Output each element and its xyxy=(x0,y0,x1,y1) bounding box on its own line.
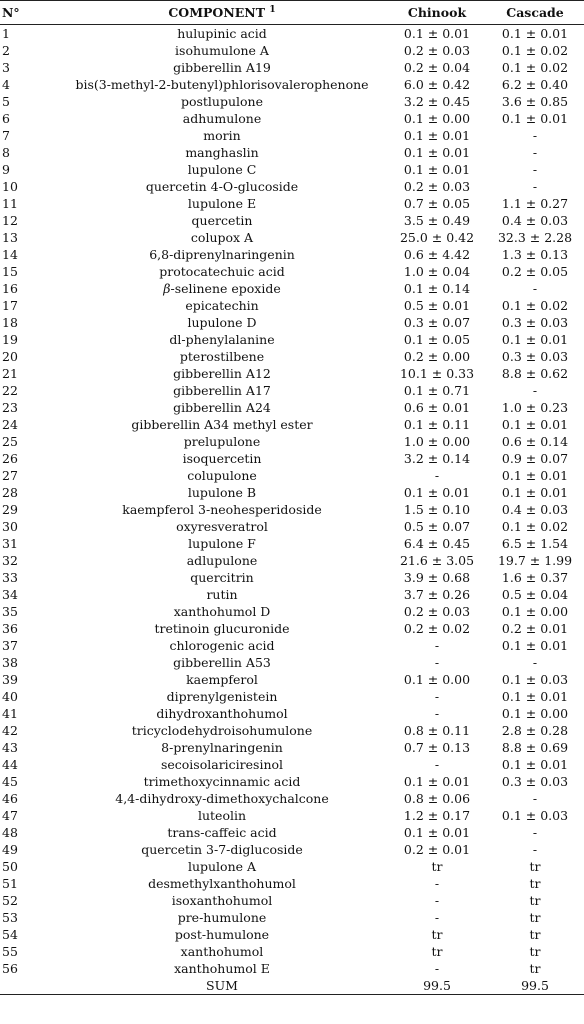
table-row xyxy=(0,654,584,671)
table-row xyxy=(0,76,584,93)
row-number: 41 xyxy=(2,706,18,721)
row-cascade: tr xyxy=(529,876,541,891)
row-number: 45 xyxy=(2,774,18,789)
row-chinook: 0.2 ± 0.03 xyxy=(403,43,471,58)
table-row xyxy=(0,926,584,943)
row-chinook: 6.4 ± 0.45 xyxy=(403,536,471,551)
row-component: adlupulone xyxy=(186,553,258,568)
row-cascade: 0.3 ± 0.03 xyxy=(501,774,569,789)
row-number: 8 xyxy=(2,145,10,160)
row-number: 49 xyxy=(2,842,18,857)
table-row xyxy=(0,365,584,382)
table-row xyxy=(0,671,584,688)
row-cascade: 0.2 ± 0.05 xyxy=(501,264,569,279)
row-chinook: - xyxy=(434,655,440,670)
row-chinook: - xyxy=(434,638,440,653)
row-number: 42 xyxy=(2,723,18,738)
row-chinook: 0.1 ± 0.05 xyxy=(403,332,471,347)
row-component: adhumulone xyxy=(182,111,262,126)
row-number: 55 xyxy=(2,944,18,959)
row-number: 10 xyxy=(2,179,18,194)
header-component-label: COMPONENT xyxy=(168,5,266,20)
row-cascade: - xyxy=(532,383,538,398)
table-row xyxy=(0,909,584,926)
table-row xyxy=(0,161,584,178)
row-number: 17 xyxy=(2,298,18,313)
sum-number xyxy=(0,977,56,995)
row-component: isoxanthohumol xyxy=(171,893,273,908)
table-row xyxy=(0,110,584,127)
row-component: colupox A xyxy=(190,230,254,245)
row-chinook: tr xyxy=(431,859,443,874)
row-component: isohumulone A xyxy=(175,43,269,58)
row-cascade: 1.0 ± 0.23 xyxy=(501,400,569,415)
row-number: 14 xyxy=(2,247,18,262)
row-number: 21 xyxy=(2,366,18,381)
row-cascade: 0.1 ± 0.01 xyxy=(501,417,569,432)
row-cascade: 0.1 ± 0.01 xyxy=(501,638,569,653)
row-component: 8-prenylnaringenin xyxy=(161,740,283,755)
row-component: morin xyxy=(203,128,241,143)
row-chinook: 21.6 ± 3.05 xyxy=(399,553,475,568)
table-row xyxy=(0,280,584,297)
row-chinook: 0.1 ± 0.00 xyxy=(403,111,471,126)
row-chinook: 3.9 ± 0.68 xyxy=(403,570,471,585)
row-chinook: 0.1 ± 0.11 xyxy=(403,417,471,432)
row-cascade: 1.6 ± 0.37 xyxy=(501,570,569,585)
row-number: 20 xyxy=(2,349,18,364)
row-cascade: - xyxy=(532,145,538,160)
row-component: colupulone xyxy=(187,468,257,483)
row-cascade: 32.3 ± 2.28 xyxy=(497,230,573,245)
row-component: lupulone C xyxy=(187,162,257,177)
row-cascade: 0.3 ± 0.03 xyxy=(501,315,569,330)
row-component: oxyresveratrol xyxy=(176,519,268,534)
row-component: prelupulone xyxy=(183,434,261,449)
table-row xyxy=(0,892,584,909)
table-row xyxy=(0,399,584,416)
table-row xyxy=(0,875,584,892)
row-number: 9 xyxy=(2,162,10,177)
row-component: postlupulone xyxy=(180,94,264,109)
row-chinook: tr xyxy=(431,927,443,942)
row-number: 52 xyxy=(2,893,18,908)
row-component: quercetin 3-7-diglucoside xyxy=(141,842,303,857)
row-cascade: tr xyxy=(529,961,541,976)
row-cascade: - xyxy=(532,842,538,857)
row-cascade: 0.1 ± 0.01 xyxy=(501,485,569,500)
table-row xyxy=(0,960,584,977)
row-number: 15 xyxy=(2,264,18,279)
table-row xyxy=(0,246,584,263)
row-component: lupulone A xyxy=(187,859,257,874)
row-number: 13 xyxy=(2,230,18,245)
row-chinook: 0.1 ± 0.14 xyxy=(403,281,471,296)
row-chinook: 1.0 ± 0.04 xyxy=(403,264,471,279)
table-row xyxy=(0,620,584,637)
row-number: 25 xyxy=(2,434,18,449)
row-component: rutin xyxy=(206,587,238,602)
row-cascade: 0.1 ± 0.02 xyxy=(501,519,569,534)
row-chinook: 0.6 ± 4.42 xyxy=(403,247,471,262)
row-cascade: 0.2 ± 0.01 xyxy=(501,621,569,636)
table-row xyxy=(0,382,584,399)
row-chinook: 0.2 ± 0.03 xyxy=(403,604,471,619)
row-component: 6,8-diprenylnaringenin xyxy=(149,247,295,262)
row-chinook: 0.1 ± 0.01 xyxy=(403,145,471,160)
row-cascade: - xyxy=(532,162,538,177)
row-number: 40 xyxy=(2,689,18,704)
row-component: trans-caffeic acid xyxy=(167,825,277,840)
row-cascade: 0.1 ± 0.02 xyxy=(501,298,569,313)
row-cascade: 0.4 ± 0.03 xyxy=(501,213,569,228)
table-row xyxy=(0,297,584,314)
row-cascade: 0.1 ± 0.00 xyxy=(501,604,569,619)
row-number: 36 xyxy=(2,621,18,636)
row-component: pre-humulone xyxy=(177,910,267,925)
row-number: 29 xyxy=(2,502,18,517)
table-row xyxy=(0,943,584,960)
row-component: lupulone B xyxy=(187,485,257,500)
footnote-marker: 1 xyxy=(269,4,276,15)
row-number: 48 xyxy=(2,825,18,840)
row-cascade: 0.1 ± 0.02 xyxy=(501,60,569,75)
header-row xyxy=(0,1,584,25)
row-cascade: 0.1 ± 0.01 xyxy=(501,689,569,704)
table-row xyxy=(0,416,584,433)
row-cascade: 1.3 ± 0.13 xyxy=(501,247,569,262)
table-row xyxy=(0,484,584,501)
table-row xyxy=(0,824,584,841)
row-number: 50 xyxy=(2,859,18,874)
row-chinook: - xyxy=(434,961,440,976)
table-row xyxy=(0,331,584,348)
row-component: hulupinic acid xyxy=(177,26,267,41)
row-number: 56 xyxy=(2,961,18,976)
table-row xyxy=(0,144,584,161)
table-row xyxy=(0,25,584,43)
row-number: 12 xyxy=(2,213,18,228)
row-cascade: 6.2 ± 0.40 xyxy=(501,77,569,92)
row-cascade: tr xyxy=(529,893,541,908)
sum-cascade: 99.5 xyxy=(521,978,549,993)
row-chinook: 0.1 ± 0.00 xyxy=(403,672,471,687)
table-row xyxy=(0,42,584,59)
row-number: 5 xyxy=(2,94,10,109)
row-cascade: 0.1 ± 0.01 xyxy=(501,26,569,41)
row-component: gibberellin A53 xyxy=(173,655,271,670)
row-cascade: 0.1 ± 0.01 xyxy=(501,757,569,772)
row-cascade: 0.1 ± 0.02 xyxy=(501,43,569,58)
row-cascade: - xyxy=(532,281,538,296)
row-component: gibberellin A34 methyl ester xyxy=(131,417,313,432)
row-chinook: 0.1 ± 0.01 xyxy=(403,485,471,500)
row-chinook: - xyxy=(434,689,440,704)
row-cascade: 8.8 ± 0.62 xyxy=(501,366,569,381)
row-cascade: - xyxy=(532,179,538,194)
row-number: 1 xyxy=(2,26,10,41)
row-cascade: 0.6 ± 0.14 xyxy=(501,434,569,449)
row-chinook: 25.0 ± 0.42 xyxy=(399,230,475,245)
row-number: 3 xyxy=(2,60,10,75)
table-row xyxy=(0,773,584,790)
row-number: 16 xyxy=(2,281,18,296)
header-cascade: Cascade xyxy=(506,5,564,20)
row-component: dl-phenylalanine xyxy=(169,332,275,347)
table-row xyxy=(0,501,584,518)
table-row xyxy=(0,518,584,535)
row-cascade: - xyxy=(532,825,538,840)
row-chinook: 6.0 ± 0.42 xyxy=(403,77,471,92)
row-component: epicatechin xyxy=(185,298,259,313)
row-number: 2 xyxy=(2,43,10,58)
row-chinook: 0.7 ± 0.05 xyxy=(403,196,471,211)
row-chinook: 0.2 ± 0.01 xyxy=(403,842,471,857)
row-component: pterostilbene xyxy=(179,349,265,364)
row-cascade: 0.1 ± 0.00 xyxy=(501,706,569,721)
table-row xyxy=(0,93,584,110)
row-chinook: 0.1 ± 0.01 xyxy=(403,26,471,41)
header-chinook: Chinook xyxy=(407,5,467,20)
row-chinook: 0.2 ± 0.02 xyxy=(403,621,471,636)
row-component: β-selinene epoxide xyxy=(163,281,281,296)
row-number: 22 xyxy=(2,383,18,398)
table-row xyxy=(0,603,584,620)
row-cascade: 0.5 ± 0.04 xyxy=(501,587,569,602)
row-component: trimethoxycinnamic acid xyxy=(143,774,301,789)
row-component: gibberellin A17 xyxy=(173,383,271,398)
sum-label: SUM xyxy=(206,978,238,993)
row-number: 54 xyxy=(2,927,18,942)
row-cascade: 0.9 ± 0.07 xyxy=(501,451,569,466)
row-component: gibberellin A19 xyxy=(173,60,271,75)
header-number: N° xyxy=(2,5,20,20)
table-row xyxy=(0,739,584,756)
row-number: 6 xyxy=(2,111,10,126)
row-number: 38 xyxy=(2,655,18,670)
row-chinook: 10.1 ± 0.33 xyxy=(399,366,475,381)
row-cascade: 0.1 ± 0.01 xyxy=(501,468,569,483)
row-component: quercetin 4-O-glucoside xyxy=(145,179,299,194)
row-chinook: 0.1 ± 0.01 xyxy=(403,825,471,840)
row-chinook: 1.5 ± 0.10 xyxy=(403,502,471,517)
table-row xyxy=(0,467,584,484)
row-component: quercetin xyxy=(191,213,253,228)
row-component: isoquercetin xyxy=(182,451,262,466)
row-cascade: - xyxy=(532,128,538,143)
table-row xyxy=(0,314,584,331)
row-component: post-humulone xyxy=(174,927,270,942)
row-cascade: 8.8 ± 0.69 xyxy=(501,740,569,755)
row-number: 4 xyxy=(2,77,10,92)
row-number: 34 xyxy=(2,587,18,602)
row-number: 53 xyxy=(2,910,18,925)
row-chinook: tr xyxy=(431,944,443,959)
row-chinook: 0.1 ± 0.01 xyxy=(403,128,471,143)
table-row xyxy=(0,756,584,773)
row-component: lupulone E xyxy=(187,196,257,211)
row-cascade: 6.5 ± 1.54 xyxy=(501,536,569,551)
row-cascade: tr xyxy=(529,910,541,925)
row-chinook: - xyxy=(434,757,440,772)
table-row xyxy=(0,178,584,195)
table-body xyxy=(0,25,584,978)
row-cascade: 1.1 ± 0.27 xyxy=(501,196,569,211)
row-component: chlorogenic acid xyxy=(169,638,275,653)
row-number: 51 xyxy=(2,876,18,891)
row-component: secoisolariciresinol xyxy=(160,757,284,772)
table-row xyxy=(0,722,584,739)
row-cascade: tr xyxy=(529,927,541,942)
row-chinook: - xyxy=(434,468,440,483)
row-cascade: - xyxy=(532,791,538,806)
table-row xyxy=(0,790,584,807)
row-component: gibberellin A24 xyxy=(173,400,271,415)
row-component: kaempferol xyxy=(186,672,258,687)
row-chinook: 3.2 ± 0.45 xyxy=(403,94,471,109)
row-component: 4,4-dihydroxy-dimethoxychalcone xyxy=(115,791,329,806)
row-component: dihydroxanthohumol xyxy=(156,706,288,721)
row-chinook: 0.2 ± 0.03 xyxy=(403,179,471,194)
row-chinook: - xyxy=(434,893,440,908)
row-component: xanthohumol xyxy=(180,944,264,959)
row-cascade: tr xyxy=(529,859,541,874)
row-component: protocatechuic acid xyxy=(159,264,285,279)
table-row xyxy=(0,807,584,824)
row-component: xanthohumol D xyxy=(173,604,271,619)
row-chinook: 0.1 ± 0.01 xyxy=(403,774,471,789)
row-number: 39 xyxy=(2,672,18,687)
row-cascade: 0.3 ± 0.03 xyxy=(501,349,569,364)
row-number: 26 xyxy=(2,451,18,466)
table-row xyxy=(0,212,584,229)
row-component: lupulone F xyxy=(188,536,256,551)
row-cascade: 0.1 ± 0.03 xyxy=(501,672,569,687)
row-number: 7 xyxy=(2,128,10,143)
row-cascade: tr xyxy=(529,944,541,959)
row-chinook: 0.1 ± 0.01 xyxy=(403,162,471,177)
row-chinook: 0.1 ± 0.71 xyxy=(403,383,471,398)
row-chinook: - xyxy=(434,910,440,925)
row-number: 18 xyxy=(2,315,18,330)
table-row xyxy=(0,263,584,280)
row-cascade: 19.7 ± 1.99 xyxy=(497,553,573,568)
header-component xyxy=(56,1,388,25)
row-component: tretinoin glucuronide xyxy=(154,621,290,636)
row-number: 35 xyxy=(2,604,18,619)
row-cascade: 2.8 ± 0.28 xyxy=(501,723,569,738)
row-number: 47 xyxy=(2,808,18,823)
sum-row xyxy=(0,977,584,995)
row-chinook: - xyxy=(434,706,440,721)
row-chinook: 3.2 ± 0.14 xyxy=(403,451,471,466)
row-chinook: 0.3 ± 0.07 xyxy=(403,315,471,330)
table-row xyxy=(0,569,584,586)
row-number: 31 xyxy=(2,536,18,551)
table-row xyxy=(0,552,584,569)
row-number: 44 xyxy=(2,757,18,772)
row-chinook: 0.8 ± 0.06 xyxy=(403,791,471,806)
italic-prefix: β xyxy=(163,281,171,296)
row-chinook: 0.8 ± 0.11 xyxy=(403,723,471,738)
row-chinook: - xyxy=(434,876,440,891)
row-component: quercitrin xyxy=(190,570,254,585)
row-component: gibberellin A12 xyxy=(173,366,271,381)
row-chinook: 1.0 ± 0.00 xyxy=(403,434,471,449)
table-row xyxy=(0,586,584,603)
row-number: 46 xyxy=(2,791,18,806)
row-component: tricyclodehydroisohumulone xyxy=(131,723,313,738)
row-number: 19 xyxy=(2,332,18,347)
row-chinook: 0.5 ± 0.01 xyxy=(403,298,471,313)
table-row xyxy=(0,535,584,552)
row-cascade: 0.1 ± 0.01 xyxy=(501,332,569,347)
row-cascade: 0.4 ± 0.03 xyxy=(501,502,569,517)
row-number: 43 xyxy=(2,740,18,755)
row-component: desmethylxanthohumol xyxy=(148,876,296,891)
table-row xyxy=(0,705,584,722)
row-chinook: 0.7 ± 0.13 xyxy=(403,740,471,755)
row-component: diprenylgenistein xyxy=(166,689,278,704)
row-number: 23 xyxy=(2,400,18,415)
row-component: luteolin xyxy=(197,808,247,823)
table-row xyxy=(0,195,584,212)
row-number: 33 xyxy=(2,570,18,585)
row-component: manghaslin xyxy=(185,145,259,160)
sum-chinook: 99.5 xyxy=(423,978,451,993)
row-number: 24 xyxy=(2,417,18,432)
row-number: 30 xyxy=(2,519,18,534)
row-component: kaempferol 3-neohesperidoside xyxy=(122,502,322,517)
table-row xyxy=(0,229,584,246)
row-cascade: 3.6 ± 0.85 xyxy=(501,94,569,109)
table-row xyxy=(0,127,584,144)
row-chinook: 0.6 ± 0.01 xyxy=(403,400,471,415)
row-cascade: 0.1 ± 0.01 xyxy=(501,111,569,126)
row-number: 11 xyxy=(2,196,18,211)
table-row xyxy=(0,858,584,875)
row-cascade: 0.1 ± 0.03 xyxy=(501,808,569,823)
table-row xyxy=(0,433,584,450)
table-row xyxy=(0,637,584,654)
table-row xyxy=(0,59,584,76)
table-row xyxy=(0,450,584,467)
row-chinook: 0.2 ± 0.00 xyxy=(403,349,471,364)
table-row xyxy=(0,348,584,365)
row-chinook: 0.2 ± 0.04 xyxy=(403,60,471,75)
row-cascade: - xyxy=(532,655,538,670)
row-number: 32 xyxy=(2,553,18,568)
row-component: xanthohumol E xyxy=(174,961,270,976)
row-chinook: 0.5 ± 0.07 xyxy=(403,519,471,534)
row-chinook: 1.2 ± 0.17 xyxy=(403,808,471,823)
table-row xyxy=(0,688,584,705)
table-row xyxy=(0,841,584,858)
row-chinook: 3.5 ± 0.49 xyxy=(403,213,471,228)
row-chinook: 3.7 ± 0.26 xyxy=(403,587,471,602)
row-number: 28 xyxy=(2,485,18,500)
row-number: 37 xyxy=(2,638,18,653)
row-component: bis(3-methyl-2-butenyl)phlorisovalerophenone xyxy=(75,77,369,92)
row-number: 27 xyxy=(2,468,18,483)
row-component: lupulone D xyxy=(187,315,257,330)
